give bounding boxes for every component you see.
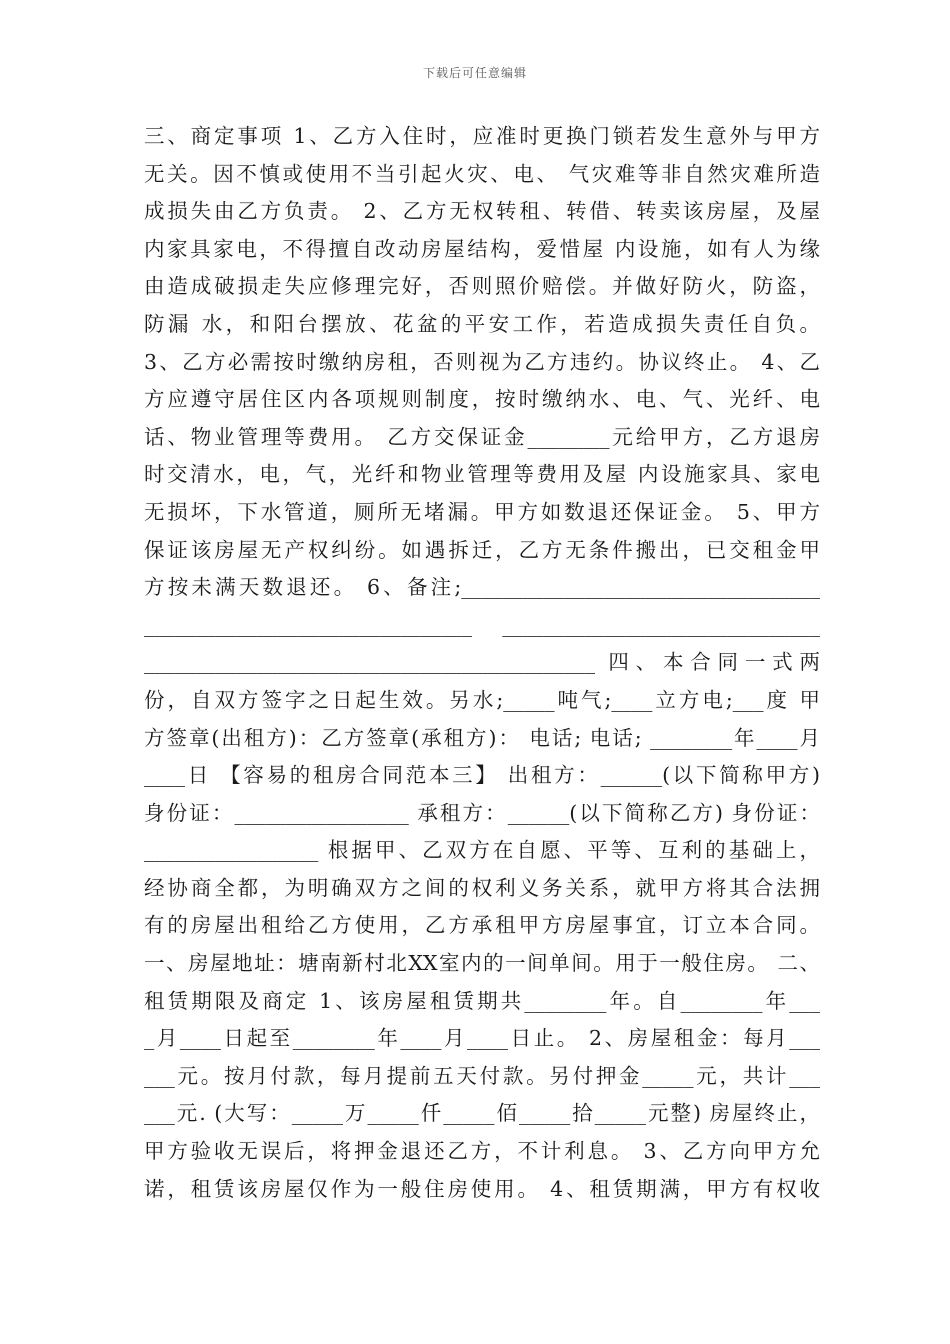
page-header-note: 下载后可任意编辑 <box>422 66 527 80</box>
text-line: 租赁期限及商定 1、该房屋租赁期共________年。自________年___ <box>144 988 820 1013</box>
text-line: _月____日起至________年____月____日止。 2、房屋租金：每月___ <box>144 1026 820 1051</box>
text-line: 身份证：_________________ 承租方：______(以下简称乙方) 身份证： <box>144 800 820 825</box>
text-line: ____________________________________________ 四、本合同一式两 <box>144 650 820 675</box>
text-line: 3、乙方必需按时缴纳房租，否则视为乙方违约。协议终止。 4、乙 <box>144 349 820 374</box>
text-line: 经协商全都，为明确双方之间的权利义务关系，就甲方将其合法拥 <box>144 875 820 900</box>
text-line: 保证该房屋无产权纠纷。如遇拆迁，乙方无条件搬出，已交租金甲 <box>144 537 820 562</box>
text-line: ____日 【容易的租房合同范本三】 出租方：______(以下简称甲方) <box>144 763 820 788</box>
text-line: _________________ 根据甲、乙双方在自愿、平等、互利的基础上， <box>144 838 820 863</box>
text-line: 三、商定事项 1、乙方入住时，应准时更换门锁若发生意外与甲方 <box>144 124 820 148</box>
text-line: 方按未满天数退还。 6、备注;___________________________________ <box>144 575 820 600</box>
text-line: 由造成破损走失应修理完好，否则照价赔偿。并做好防火，防盗， <box>144 274 820 299</box>
text-line: 一、房屋地址：塘南新村北XX室内的一间单间。用于一般住房。 二、 <box>144 951 820 976</box>
text-line: 方应遵守居住区内各项规则制度，按时缴纳水、电、气、光纤、电 <box>144 387 820 412</box>
text-line: ___元. (大写：_____万_____仟_____佰_____拾_____元整) 房屋终止， <box>144 1101 820 1126</box>
text-line: 内家具家电，不得擅自改动房屋结构，爱惜屋 内设施，如有人为缘 <box>144 236 820 261</box>
text-line: ___元。按月付款，每月提前五天付款。另付押金_____元，共计___ <box>144 1063 820 1088</box>
text-line: 有的房屋出租给乙方使用，乙方承租甲方房屋事宜，订立本合同。 <box>144 913 820 938</box>
document-body <box>144 118 820 1208</box>
text-line: 诺，租赁该房屋仅作为一般住房使用。 4、租赁期满，甲方有权收 <box>144 1176 820 1201</box>
text-line: 方签章(出租方)：乙方签章(承租方)： 电话; 电话; ________年____月 <box>144 725 820 750</box>
text-line: 时交清水，电，气，光纤和物业管理等费用及屋 内设施家具、家电 <box>144 462 820 487</box>
text-line: 话、物业管理等费用。 乙方交保证金________元给甲方，乙方退房 <box>144 424 820 449</box>
text-line: 无关。因不慎或使用不当引起火灾、电、 气灾难等非自然灾难所造 <box>144 161 820 186</box>
text-line: 防漏 水，和阳台摆放、花盆的平安工作，若造成损失责任自负。 <box>144 311 820 336</box>
text-line: 甲方验收无误后，将押金退还乙方，不计利息。 3、乙方向甲方允 <box>144 1139 820 1164</box>
text-line: 份，自双方签字之日起生效。另水;_____吨气;____立方电;___度 甲 <box>144 687 820 712</box>
text-line: 无损坏，下水管道，厕所无堵漏。甲方如数退还保证金。 5、甲方 <box>144 499 820 524</box>
text-line: ________________________________ _______________________________ <box>144 612 820 637</box>
text-line: 成损失由乙方负责。 2、乙方无权转租、转借、转卖该房屋，及屋 <box>144 199 820 224</box>
